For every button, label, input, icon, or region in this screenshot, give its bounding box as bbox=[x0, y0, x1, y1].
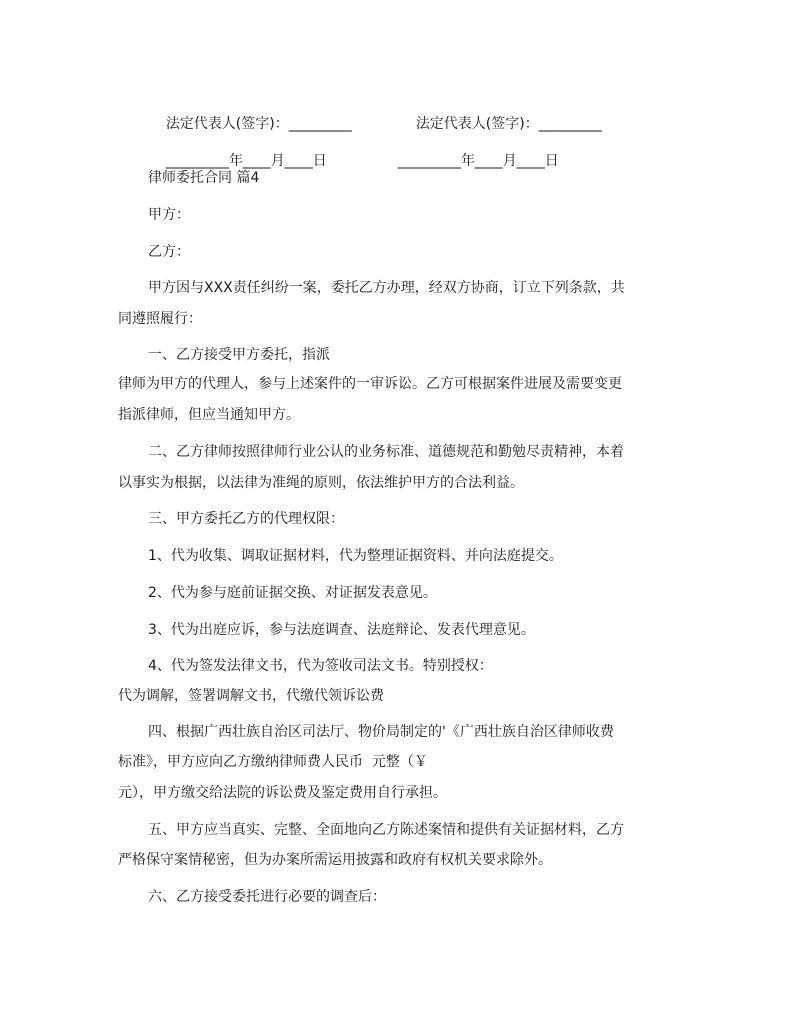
clause6-line-1: 六、乙方接受委托进行必要的调查后： bbox=[148, 889, 386, 905]
clause3-item-4b: 代为调解，签署调解文书，代缴代领诉讼费 bbox=[118, 688, 384, 704]
date-left: _________年____月____日 bbox=[165, 153, 327, 169]
clause4-line-1: 四、根据广西壮族自治区司法厅、物价局制定的'《广西壮族自治区律师收费 bbox=[148, 724, 614, 740]
intro-line-1: 甲方因与XXX责任纠纷一案，委托乙方办理，经双方协商，订立下列条款，共 bbox=[148, 280, 625, 296]
clause3-heading: 三、甲方委托乙方的代理权限： bbox=[148, 511, 344, 527]
date-right: _________年____月____日 bbox=[397, 153, 559, 169]
clause4-line-2: 标准》，甲方应向乙方缴纳律师费人民币 元整（￥ bbox=[118, 754, 428, 770]
document-title: 律师委托合同 篇4 bbox=[148, 170, 260, 186]
clause3-item-2: 2、代为参与庭前证据交换、对证据发表意见。 bbox=[148, 585, 437, 601]
party-a: 甲方： bbox=[148, 207, 190, 223]
clause3-item-1: 1、代为收集、调取证据材料，代为整理证据资料、并向法庭提交。 bbox=[148, 548, 563, 564]
clause2-line-1: 二、乙方律师按照律师行业公认的业务标准、道德规范和勤勉尽责精神，本着 bbox=[148, 444, 624, 460]
party-b: 乙方： bbox=[148, 244, 190, 260]
clause4-line-3: 元），甲方缴交给法院的诉讼费及鉴定费用自行承担。 bbox=[118, 785, 447, 801]
intro-line-2: 同遵照履行： bbox=[118, 311, 202, 327]
clause3-item-3: 3、代为出庭应诉，参与法庭调查、法庭辩论、发表代理意见。 bbox=[148, 622, 535, 638]
clause1-line-2: 律师为甲方的代理人，参与上述案件的一审诉讼。乙方可根据案件进展及需要变更 bbox=[118, 376, 622, 392]
signature-left: 法定代表人(签字)：_________ bbox=[165, 116, 352, 132]
clause3-item-4: 4、代为签发法律文书，代为签收司法文书。特别授权： bbox=[148, 658, 493, 674]
clause1-line-3: 指派律师，但应当通知甲方。 bbox=[118, 407, 300, 423]
clause5-line-2: 严格保守案情秘密，但为办案所需运用披露和政府有权机关要求除外。 bbox=[118, 852, 552, 868]
signature-right: 法定代表人(签字)：_________ bbox=[415, 116, 602, 132]
clause5-line-1: 五、甲方应当真实、完整、全面地向乙方陈述案情和提供有关证据材料，乙方 bbox=[148, 822, 624, 838]
clause2-line-2: 以事实为根据，以法律为准绳的原则，依法维护甲方的合法利益。 bbox=[118, 475, 524, 491]
clause1-line-1: 一、乙方接受甲方委托，指派 bbox=[148, 347, 330, 363]
